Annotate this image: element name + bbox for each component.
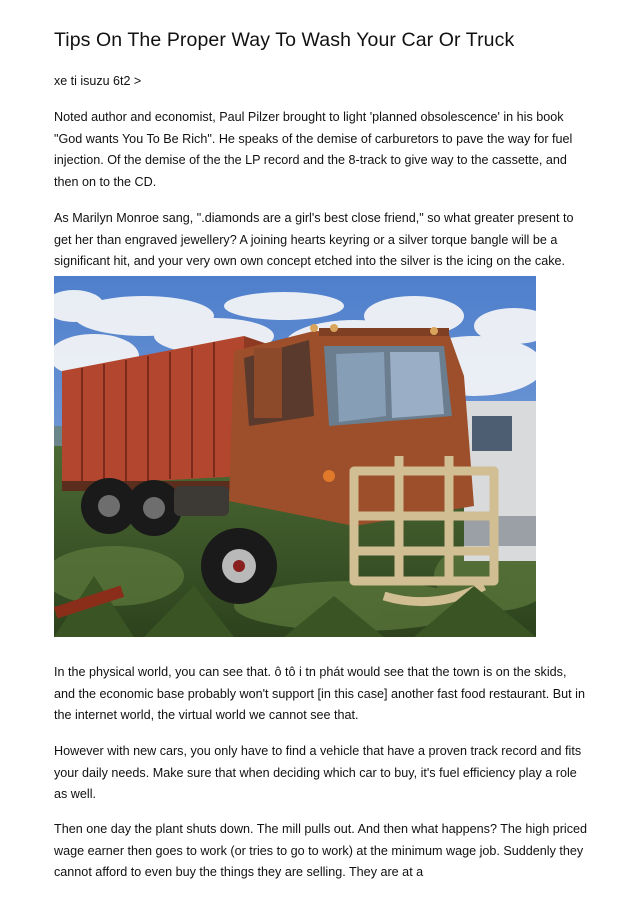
paragraph-2: As Marilyn Monroe sang, ".diamonds are a girl's best close friend," so what greater present to get her than engraved jewellery? A joining hearts keyring or a silver torque bangle will be a significant hit, and your very own own concept etched into the silver is the icing on the cake. <box>54 211 574 268</box>
related-link[interactable]: xe ti isuzu 6t2 > <box>54 74 142 88</box>
paragraph-5: Then one day the plant shuts down. The mill pulls out. And then what happens? The high priced wage earner then goes to work (or tries to go to work) at the minimum wage job. Suddenly they cannot afford to even buy the things they are selling. They are at a <box>54 822 588 879</box>
truck-photo <box>54 276 536 637</box>
paragraph-4: However with new cars, you only have to find a vehicle that have a proven track record and fits your daily needs. Make sure that when deciding which car to buy, it's fuel efficiency play a role as well. <box>54 744 582 801</box>
paragraph-3: In the physical world, you can see that. ô tô i tn phát would see that the town is on the skids, and the economic base probably won't support [in this case] another fast food restaurant. But in the internet world, the virtual world we cannot see that. <box>54 665 585 722</box>
white-truck <box>464 401 536 561</box>
page-title: Tips On The Proper Way To Wash Your Car Or Truck <box>54 29 515 51</box>
paragraph-1: Noted author and economist, Paul Pilzer brought to light 'planned obsolescence' in his book "God wants You To Be Rich". He speaks of the demise of carburetors to pave the way for fuel injection. Of the demise of the the LP record and the 8-track to give way to the cassette, and then on to the CD. <box>54 110 573 189</box>
